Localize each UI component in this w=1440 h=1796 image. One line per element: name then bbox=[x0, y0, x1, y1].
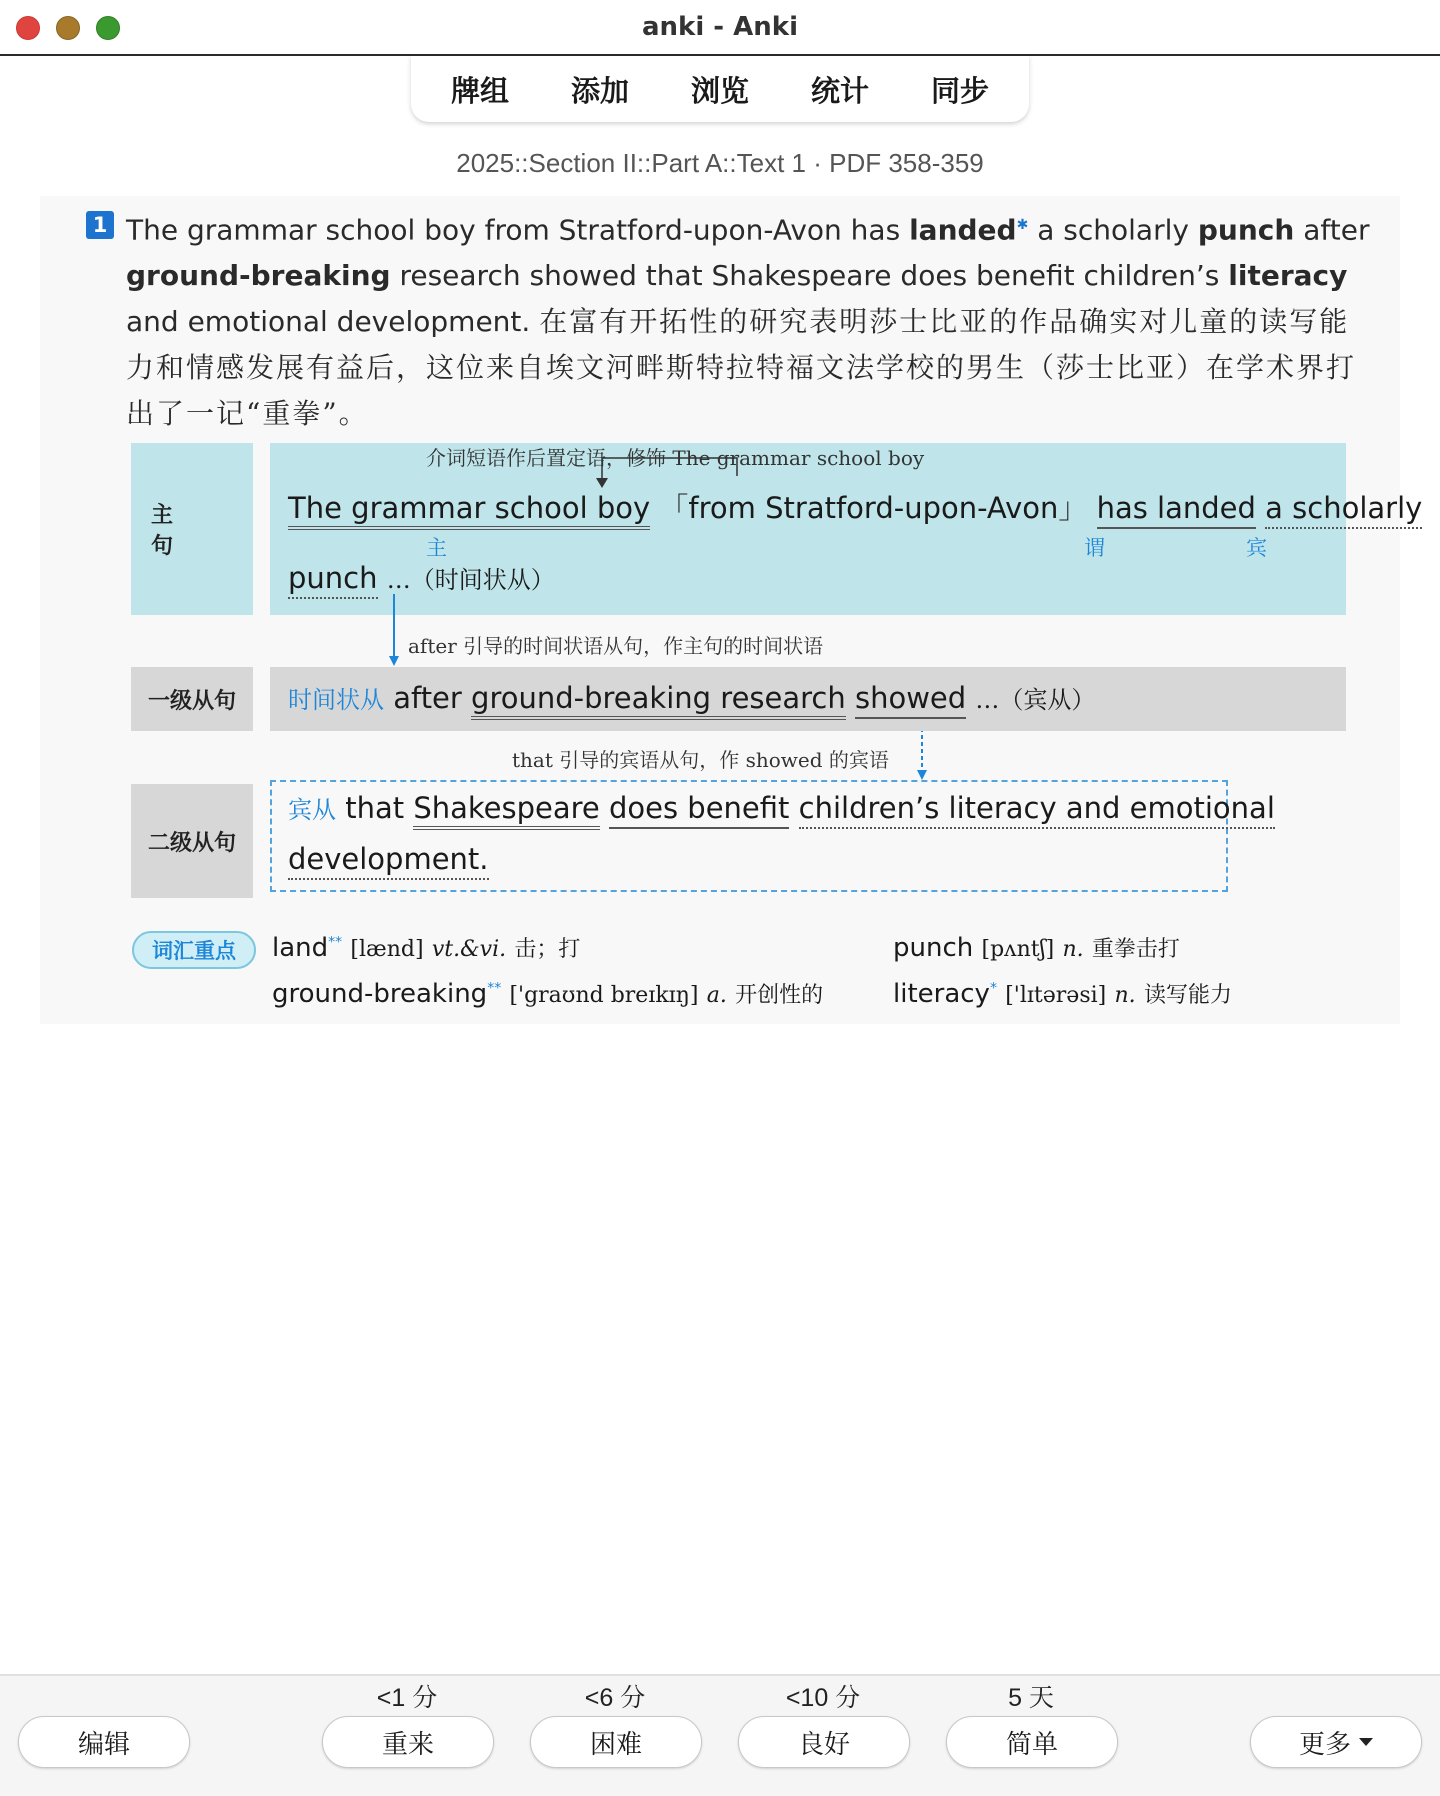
vocab-pos: vt.&vi. bbox=[431, 937, 507, 962]
title-bar bbox=[0, 0, 1440, 56]
level2-clause-line-2 bbox=[288, 842, 489, 876]
keyword-ground-breaking: ground-breaking bbox=[126, 259, 391, 293]
vocab-item bbox=[272, 932, 580, 963]
passage-text: The grammar school boy from Stratford-upon-Avon has bbox=[126, 213, 910, 247]
vocab-phonetic: [pʌntʃ] bbox=[981, 937, 1055, 962]
vocab-word: ground-breaking bbox=[272, 979, 488, 1009]
main-object: a scholarly bbox=[1265, 491, 1422, 529]
level2-conj: that bbox=[345, 791, 405, 825]
main-clause-label: 主 句 bbox=[131, 443, 253, 615]
level1-verb: showed bbox=[855, 681, 966, 719]
vocab-word: literacy bbox=[893, 979, 990, 1009]
main-clause-line-2 bbox=[288, 560, 555, 595]
edit-button[interactable]: 编辑 bbox=[18, 1716, 190, 1768]
vocab-phonetic: ['lɪtərəsi] bbox=[1005, 983, 1107, 1008]
vocab-item bbox=[893, 978, 1232, 1009]
passage-text: and emotional development. bbox=[126, 305, 540, 339]
after-clause-note: after 引导的时间状语从句，作主句的时间状语 bbox=[408, 634, 824, 658]
level2-object: children’s literacy and emotional bbox=[799, 791, 1275, 829]
chevron-down-icon bbox=[1359, 1738, 1373, 1746]
keyword-punch: punch bbox=[1197, 213, 1295, 247]
vocab-pos: a. bbox=[706, 983, 727, 1008]
vocab-item bbox=[893, 932, 1180, 963]
hard-button[interactable]: 困难 bbox=[530, 1716, 702, 1768]
more-label: 更多 bbox=[1298, 1729, 1351, 1760]
nav-decks[interactable]: 牌组 bbox=[450, 73, 509, 108]
more-button[interactable] bbox=[1250, 1716, 1422, 1768]
level1-rest: …（宾从） bbox=[975, 686, 1096, 714]
passage-translation: 在富有开拓性的研究表明莎士比亚的作品确实对儿童的读写能力和情感发展有益后，这位来自埃文河畔斯特拉特福文法学校的男生（莎士比亚）在学术界打出了一记“重拳”。 bbox=[126, 305, 1357, 431]
main-rest: …（时间状从） bbox=[386, 566, 555, 594]
level2-verb: does benefit bbox=[609, 791, 789, 829]
star-icon: ** bbox=[328, 934, 343, 951]
level1-clause bbox=[288, 680, 1095, 715]
vocab-pos: n. bbox=[1062, 937, 1084, 962]
vocab-item bbox=[272, 978, 823, 1009]
vocab-phonetic: [lænd] bbox=[350, 937, 424, 962]
nav-add[interactable]: 添加 bbox=[570, 73, 629, 108]
vocab-meaning: 开创性的 bbox=[735, 983, 824, 1008]
subject-mark: 主 bbox=[426, 536, 447, 560]
diagram-arrows bbox=[40, 196, 1400, 1024]
main-subject: The grammar school boy bbox=[288, 491, 650, 530]
main-attributive: 「from Stratford-upon-Avon」 bbox=[659, 491, 1088, 525]
level1-clause-label: 一级从句 bbox=[131, 667, 253, 731]
level1-subject: ground-breaking research bbox=[471, 681, 846, 720]
that-clause-note: that 引导的宾语从句，作 showed 的宾语 bbox=[512, 748, 889, 772]
predicate-mark: 谓 bbox=[1084, 536, 1105, 560]
vocab-word: punch bbox=[893, 933, 974, 963]
vocab-meaning: 击；打 bbox=[514, 937, 581, 962]
vocab-tag: 词汇重点 bbox=[132, 931, 256, 969]
level1-tag: 时间状从 bbox=[288, 686, 384, 714]
review-bottom-bar bbox=[0, 1674, 1440, 1796]
star-icon: ✱ bbox=[1016, 217, 1029, 233]
vocab-phonetic: ['graʊnd breɪkɪŋ] bbox=[509, 983, 699, 1008]
good-button[interactable]: 良好 bbox=[738, 1716, 910, 1768]
nav-stats[interactable]: 统计 bbox=[810, 73, 869, 108]
main-predicate: has landed bbox=[1097, 491, 1256, 529]
vocab-word: land bbox=[272, 933, 329, 963]
main-toolbar bbox=[411, 56, 1029, 122]
keyword-landed: landed bbox=[909, 213, 1017, 247]
level2-object-end: development. bbox=[288, 842, 489, 880]
vocab-meaning: 重拳击打 bbox=[1091, 937, 1180, 962]
object-mark: 宾 bbox=[1246, 536, 1267, 560]
interval-easy: 5 天 bbox=[1008, 1684, 1054, 1712]
main-object-end: punch bbox=[288, 561, 378, 599]
vocab-meaning: 读写能力 bbox=[1143, 983, 1232, 1008]
paragraph-number: 1 bbox=[86, 211, 114, 239]
interval-good: <10 分 bbox=[785, 1684, 861, 1712]
passage-text: after bbox=[1294, 213, 1370, 247]
level1-conj: after bbox=[393, 681, 462, 715]
nav-browse[interactable]: 浏览 bbox=[690, 73, 749, 108]
level2-tag: 宾从 bbox=[288, 796, 336, 824]
passage-text: research showed that Shakespeare does benefit children’s bbox=[390, 259, 1229, 293]
easy-button[interactable]: 简单 bbox=[946, 1716, 1118, 1768]
again-button[interactable]: 重来 bbox=[322, 1716, 494, 1768]
level2-clause-label: 二级从句 bbox=[131, 784, 253, 898]
attributive-note: 介词短语作后置定语，修饰 The grammar school boy bbox=[426, 446, 925, 470]
star-icon: ** bbox=[487, 980, 502, 997]
star-icon: * bbox=[989, 980, 997, 997]
main-clause-line-1 bbox=[288, 486, 1422, 527]
keyword-literacy: literacy bbox=[1228, 259, 1348, 293]
card-image bbox=[40, 196, 1423, 1024]
deck-path: 2025::Section II::Part A::Text 1 · PDF 358-359 bbox=[456, 148, 984, 178]
vocab-pos: n. bbox=[1114, 983, 1136, 1008]
level2-subject: Shakespeare bbox=[413, 791, 599, 830]
level2-clause-line-1 bbox=[288, 790, 1275, 825]
nav-sync[interactable]: 同步 bbox=[930, 73, 989, 108]
passage-text: a scholarly bbox=[1028, 213, 1198, 247]
interval-hard: <6 分 bbox=[584, 1684, 646, 1712]
window-title: anki - Anki bbox=[642, 12, 798, 42]
interval-again: <1 分 bbox=[376, 1684, 438, 1712]
